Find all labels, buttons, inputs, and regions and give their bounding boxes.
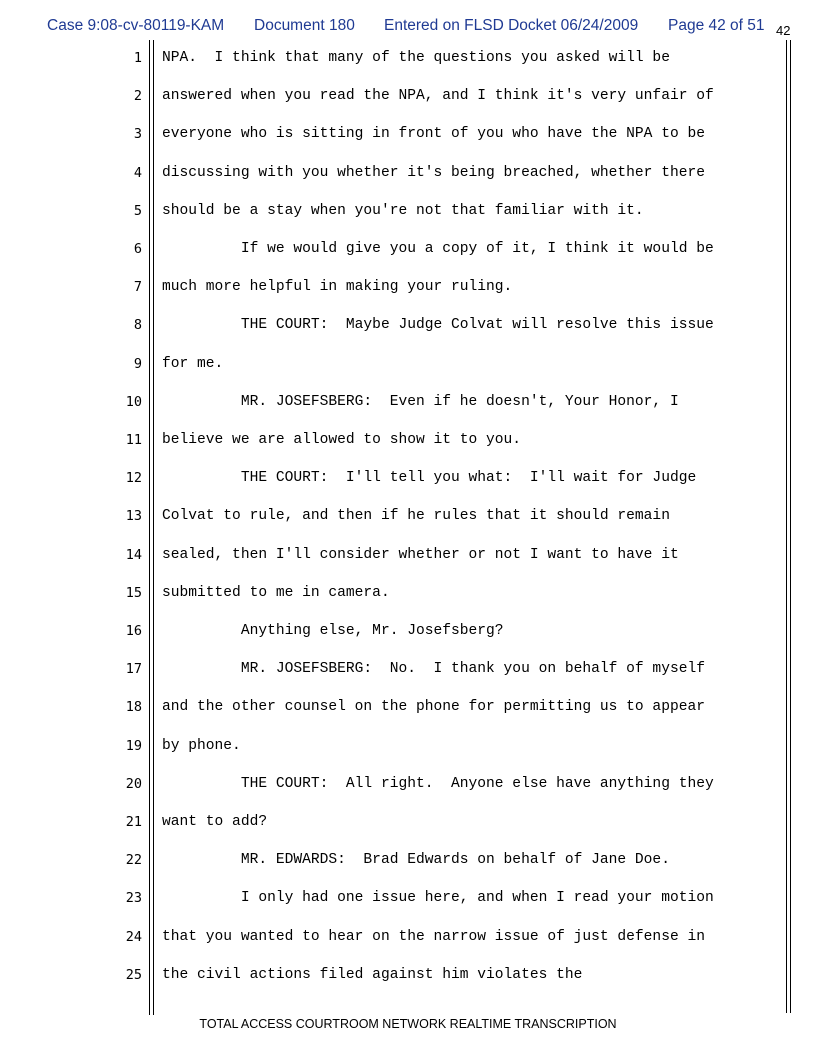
transcript-line [0, 661, 816, 699]
docket-header [0, 17, 816, 39]
line-number: 8 [133, 317, 142, 334]
line-number: 9 [133, 355, 142, 372]
line-text: MR. JOSEFSBERG: No. I thank you on behalf of myself [162, 661, 705, 678]
transcript-line [0, 203, 816, 241]
line-text: discussing with you whether it's being breached, whether there [162, 164, 705, 181]
line-number: 12 [125, 470, 142, 487]
transcript-line [0, 356, 816, 394]
transcript-line [0, 241, 816, 279]
line-number: 7 [133, 279, 142, 296]
page-number: 42 [776, 23, 791, 38]
transcript-line [0, 470, 816, 508]
transcript-line [0, 699, 816, 737]
line-number: 24 [125, 928, 142, 945]
line-text: should be a stay when you're not that familiar with it. [162, 202, 644, 219]
line-text: Colvat to rule, and then if he rules that it should remain [162, 508, 670, 525]
transcript-line [0, 623, 816, 661]
transcript-line [0, 88, 816, 126]
document-number: Document 180 [254, 17, 355, 34]
line-text: submitted to me in camera. [162, 584, 390, 601]
line-number: 25 [125, 966, 142, 983]
line-text: believe we are allowed to show it to you. [162, 432, 522, 448]
transcript-footer: TOTAL ACCESS COURTROOM NETWORK REALTIME TRANSCRIPTION [199, 1017, 617, 1031]
transcript-line [0, 126, 816, 164]
transcript-line [0, 852, 816, 890]
line-number: 15 [125, 584, 142, 601]
transcript-line [0, 317, 816, 355]
line-number: 18 [125, 699, 142, 716]
line-text: THE COURT: Maybe Judge Colvat will resolve this issue [162, 317, 714, 334]
line-text: I only had one issue here, and when I read your motion [162, 890, 714, 907]
case-number: Case 9:08-cv-80119-KAM [47, 17, 225, 34]
line-number: 23 [125, 890, 142, 907]
line-number: 2 [133, 88, 142, 105]
line-text: answered when you read the NPA, and I think it's very unfair of [162, 88, 714, 105]
line-number: 1 [133, 50, 142, 66]
line-number: 14 [125, 546, 142, 563]
line-text: the civil actions filed against him violates the [162, 966, 583, 983]
line-text: THE COURT: All right. Anyone else have anything they [162, 775, 714, 792]
transcript-line [0, 738, 816, 776]
page-of-total: Page 42 of 51 [668, 17, 765, 34]
transcript-line [0, 890, 816, 928]
line-number: 20 [125, 775, 142, 792]
line-text: NPA. I think that many of the questions you asked will be [162, 50, 670, 66]
line-number: 10 [125, 393, 142, 410]
transcript-line [0, 929, 816, 967]
line-number: 5 [133, 202, 142, 219]
line-number: 19 [125, 737, 142, 754]
line-number: 3 [133, 126, 142, 143]
line-number: 11 [125, 432, 142, 448]
transcript-line [0, 508, 816, 546]
transcript-line [0, 814, 816, 852]
transcript-line [0, 776, 816, 814]
transcript-line [0, 50, 816, 88]
line-text: much more helpful in making your ruling. [162, 279, 513, 296]
line-number: 22 [125, 852, 142, 869]
line-number: 4 [133, 164, 142, 181]
transcript-line [0, 165, 816, 203]
line-number: 16 [125, 623, 142, 639]
transcript-line [0, 585, 816, 623]
transcript-line [0, 547, 816, 585]
line-text: Anything else, Mr. Josefsberg? [162, 623, 504, 639]
docket-entry: Entered on FLSD Docket 06/24/2009 [384, 17, 639, 34]
line-number: 13 [125, 508, 142, 525]
line-text: and the other counsel on the phone for permitting us to appear [162, 699, 705, 716]
line-text: MR. JOSEFSBERG: Even if he doesn't, Your Honor, I [162, 393, 679, 410]
line-text: If we would give you a copy of it, I think it would be [162, 241, 714, 257]
line-text: for me. [162, 355, 224, 372]
line-text: want to add? [162, 814, 268, 830]
line-text: sealed, then I'll consider whether or not I want to have it [162, 546, 679, 563]
transcript-line [0, 394, 816, 432]
line-number: 17 [125, 661, 142, 678]
line-text: everyone who is sitting in front of you who have the NPA to be [162, 126, 705, 143]
line-number: 21 [125, 814, 142, 830]
line-text: by phone. [162, 737, 241, 754]
line-text: THE COURT: I'll tell you what: I'll wait for Judge [162, 470, 697, 487]
line-text: that you wanted to hear on the narrow issue of just defense in [162, 928, 705, 945]
line-number: 6 [133, 241, 142, 257]
line-text: MR. EDWARDS: Brad Edwards on behalf of Jane Doe. [162, 852, 670, 869]
transcript-line [0, 432, 816, 470]
transcript-line [0, 279, 816, 317]
transcript-line [0, 967, 816, 1005]
